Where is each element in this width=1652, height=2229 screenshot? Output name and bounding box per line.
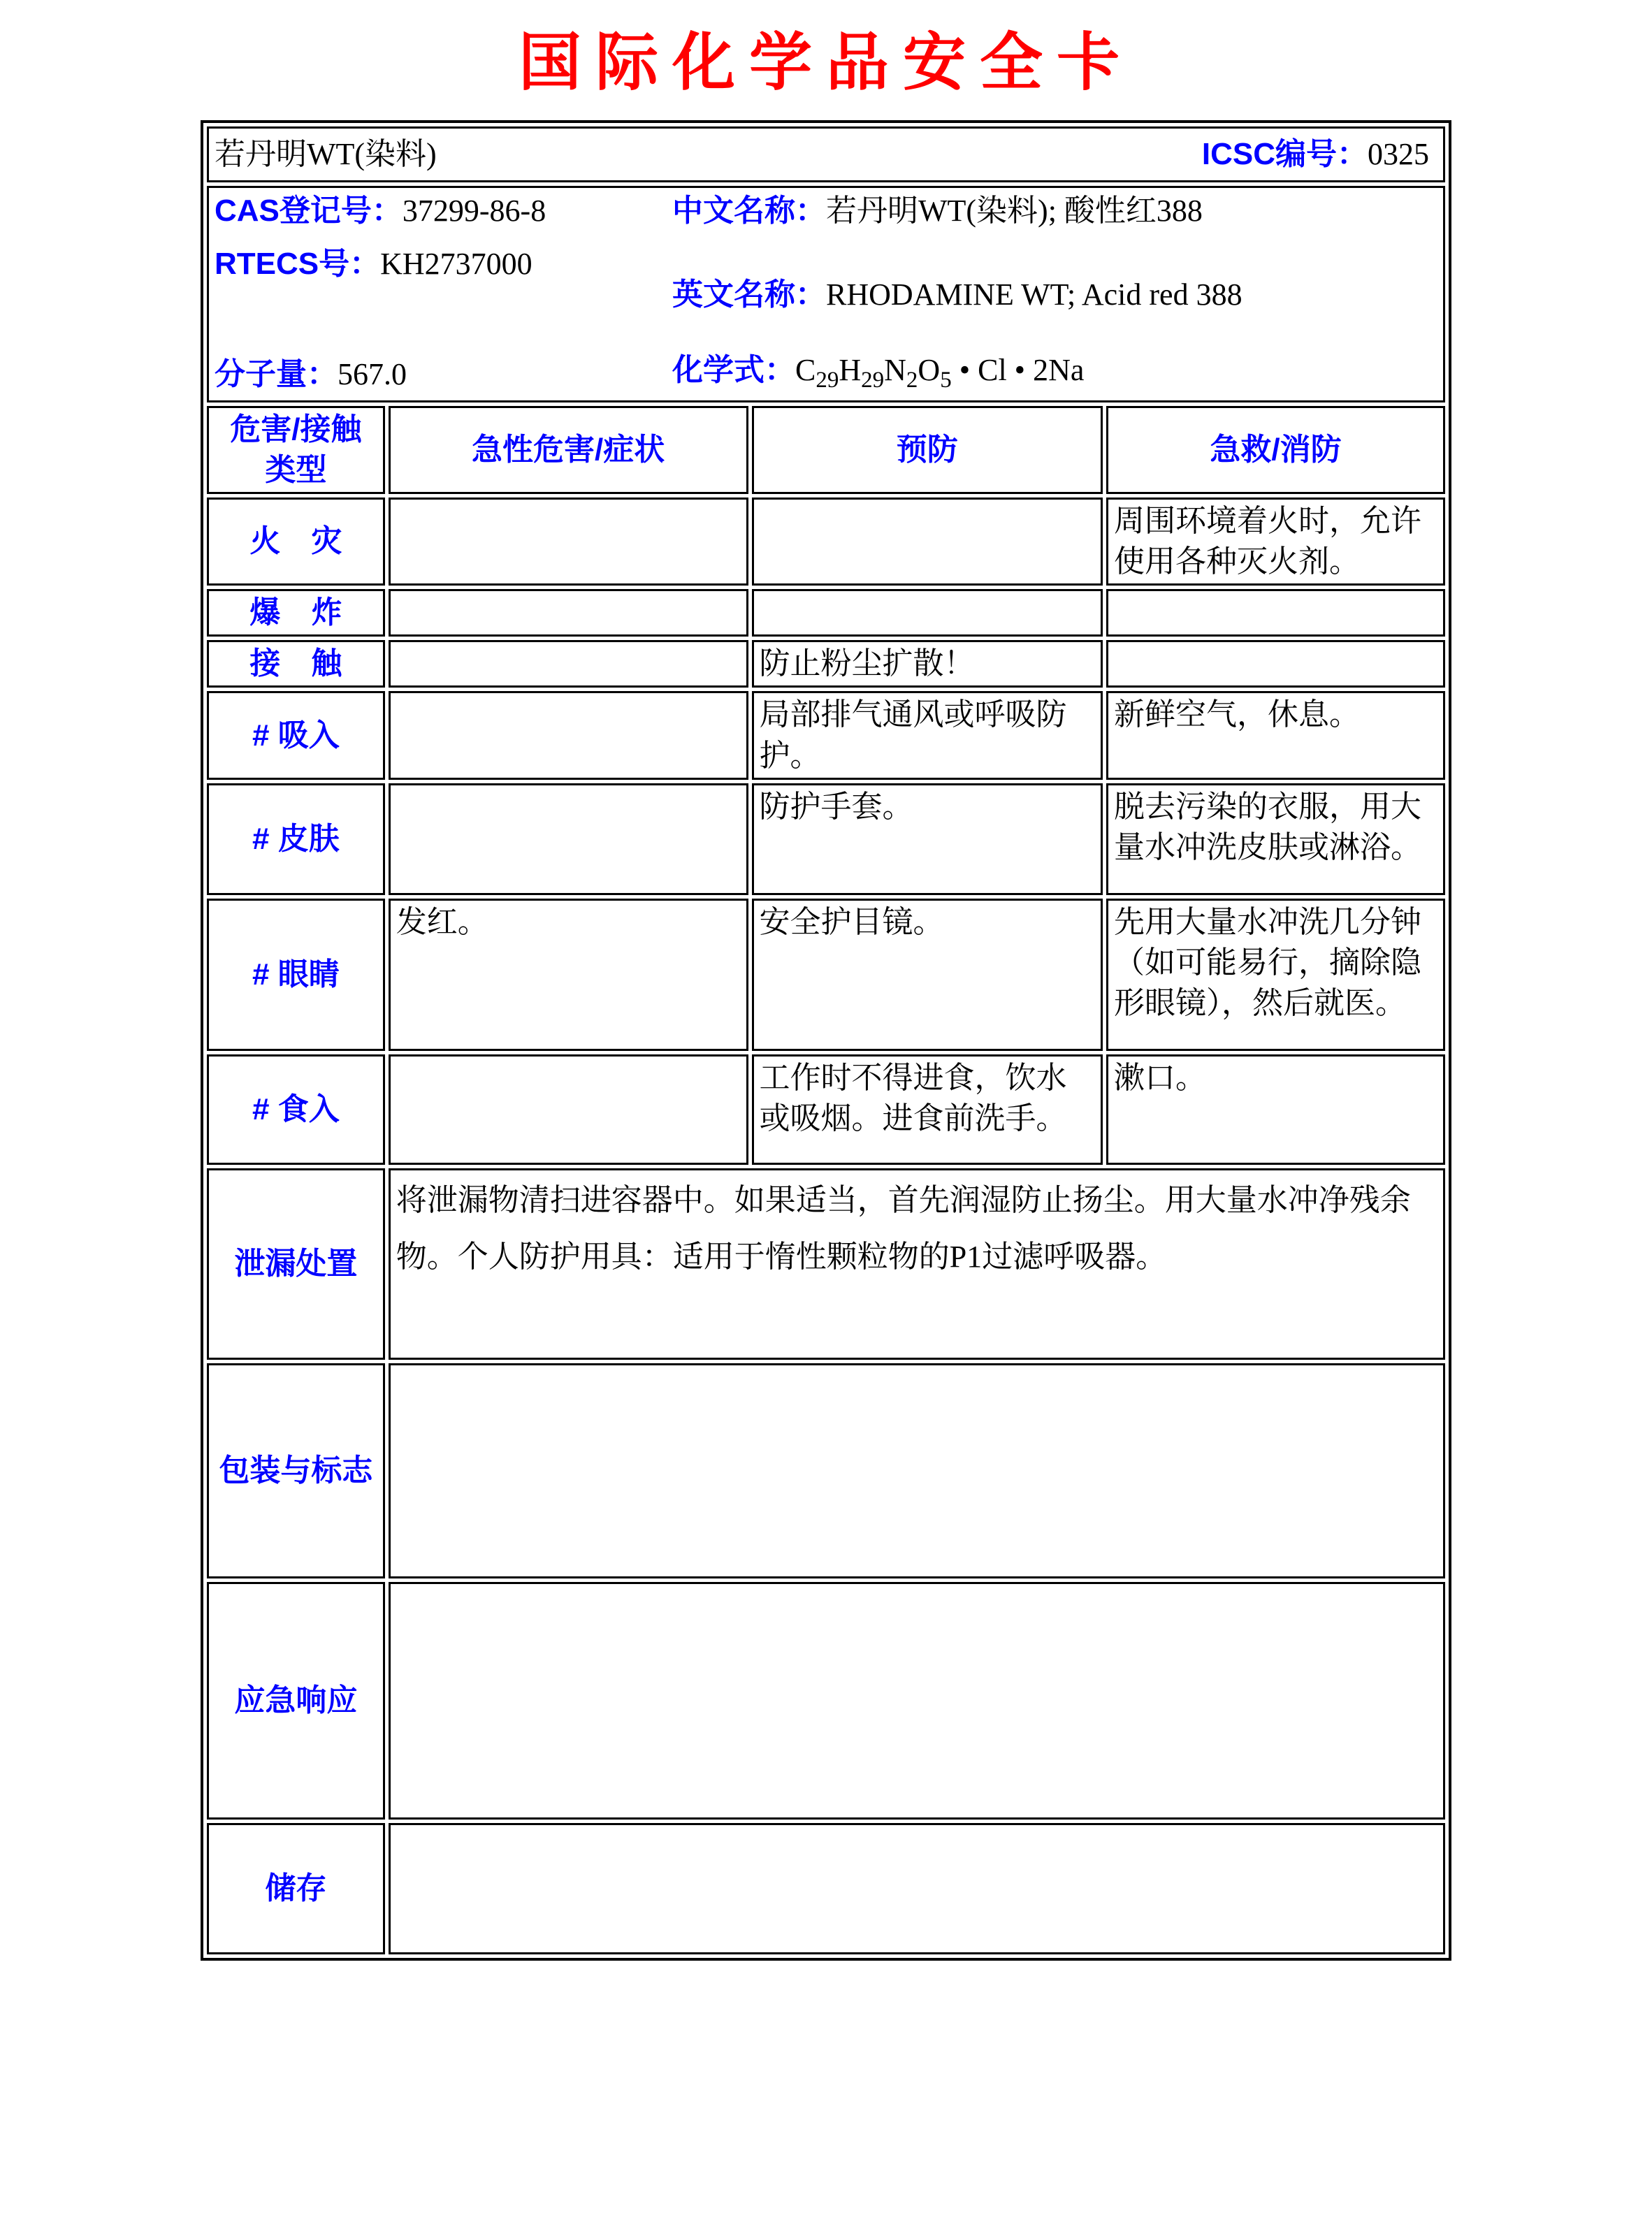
page-title: 国际化学品安全卡 xyxy=(519,25,1133,99)
symptoms-cell xyxy=(389,640,748,688)
section-label: 应急响应 xyxy=(207,1582,385,1820)
hazard-row-eyes xyxy=(207,899,1445,1051)
first-aid-cell: 先用大量水冲洗几分钟（如可能易行，摘除隐形眼镜），然后就医。 xyxy=(1106,899,1445,1051)
hazard-label: # 吸入 xyxy=(207,691,385,779)
hazard-label: 火 灾 xyxy=(207,498,385,586)
section-content: 将泄漏物清扫进容器中。如果适当，首先润湿防止扬尘。用大量水冲净残余物。个人防护用具：适用于惰性颗粒物的P1过滤呼吸器。 xyxy=(389,1168,1445,1360)
prevention-cell: 防护手套。 xyxy=(752,783,1103,895)
cas-label: CAS登记号： xyxy=(215,194,403,228)
symptoms-cell xyxy=(389,691,748,779)
hazard-row-ingestion xyxy=(207,1054,1445,1165)
section-row-storage xyxy=(207,1823,1445,1954)
symptoms-cell xyxy=(389,1054,748,1165)
section-content xyxy=(389,1823,1445,1954)
prevention-cell: 防止粉尘扩散！ xyxy=(752,640,1103,688)
first-aid-cell: 漱口。 xyxy=(1106,1054,1445,1165)
header-first-aid: 急救/消防 xyxy=(1106,406,1445,494)
cn-name-label: 中文名称： xyxy=(672,194,826,228)
header-prevention: 预防 xyxy=(752,406,1103,494)
cas-value: 37299-86-8 xyxy=(402,194,546,228)
prevention-cell xyxy=(752,589,1103,637)
hazard-row-explosion xyxy=(207,589,1445,637)
section-content xyxy=(389,1582,1445,1820)
header-hazard-type: 危害/接触 类型 xyxy=(207,406,385,494)
section-label: 包装与标志 xyxy=(207,1363,385,1578)
symptoms-cell xyxy=(389,783,748,895)
hazard-row-contact xyxy=(207,640,1445,688)
table-header-row xyxy=(207,406,1445,494)
symptoms-cell xyxy=(389,498,748,586)
identifiers-row xyxy=(207,186,1445,402)
mol-weight-label: 分子量： xyxy=(215,357,338,392)
hazard-row-fire xyxy=(207,498,1445,586)
rtecs-label: RTECS号： xyxy=(215,247,381,282)
hazard-label: # 眼睛 xyxy=(207,899,385,1051)
first-aid-cell: 新鲜空气，休息。 xyxy=(1106,691,1445,779)
first-aid-cell xyxy=(1106,640,1445,688)
symptoms-cell: 发红。 xyxy=(389,899,748,1051)
symptoms-cell xyxy=(389,589,748,637)
prevention-cell: 安全护目镜。 xyxy=(752,899,1103,1051)
hazard-row-inhalation xyxy=(207,691,1445,779)
prevention-cell xyxy=(752,498,1103,586)
cn-name-value: 若丹明WT(染料); 酸性红388 xyxy=(826,194,1203,228)
icsc-label: ICSC编号： xyxy=(1201,136,1368,171)
identifiers-left-column xyxy=(215,189,672,395)
section-row-spillage-disposal xyxy=(207,1168,1445,1360)
section-label: 泄漏处置 xyxy=(207,1168,385,1360)
formula-label: 化学式： xyxy=(672,353,795,388)
first-aid-cell: 脱去污染的衣服，用大量水冲洗皮肤或淋浴。 xyxy=(1106,783,1445,895)
icsc-number: 0325 xyxy=(1368,136,1429,171)
en-name-value: RHODAMINE WT; Acid red 388 xyxy=(826,277,1242,312)
name-row xyxy=(207,126,1445,182)
prevention-cell: 局部排气通风或呼吸防护。 xyxy=(752,691,1103,779)
section-row-emergency-response xyxy=(207,1582,1445,1820)
section-row-packaging-labelling xyxy=(207,1363,1445,1578)
chemical-formula-value: $C_{29}H_{29}N_2O_5$ • Cl • 2Na xyxy=(795,353,1085,393)
hazard-label: 爆 炸 xyxy=(207,589,385,637)
en-name-label: 英文名称： xyxy=(672,277,826,312)
safety-card-table xyxy=(201,120,1451,1961)
hazard-label: # 皮肤 xyxy=(207,783,385,895)
first-aid-cell: 周围环境着火时，允许使用各种灭火剂。 xyxy=(1106,498,1445,586)
section-content xyxy=(389,1363,1445,1578)
section-label: 储存 xyxy=(207,1823,385,1954)
prevention-cell: 工作时不得进食，饮水或吸烟。进食前洗手。 xyxy=(752,1054,1103,1165)
mol-weight-value: 567.0 xyxy=(338,357,407,392)
header-symptoms: 急性危害/症状 xyxy=(389,406,748,494)
hazard-label: # 食入 xyxy=(207,1054,385,1165)
identifiers-right-column xyxy=(672,189,1429,391)
icsc-number-group xyxy=(1202,134,1429,175)
rtecs-value: KH2737000 xyxy=(380,247,532,282)
hazard-label: 接 触 xyxy=(207,640,385,688)
hazard-row-skin xyxy=(207,783,1445,895)
first-aid-cell xyxy=(1106,589,1445,637)
chemical-name: 若丹明WT(染料) xyxy=(215,136,437,171)
